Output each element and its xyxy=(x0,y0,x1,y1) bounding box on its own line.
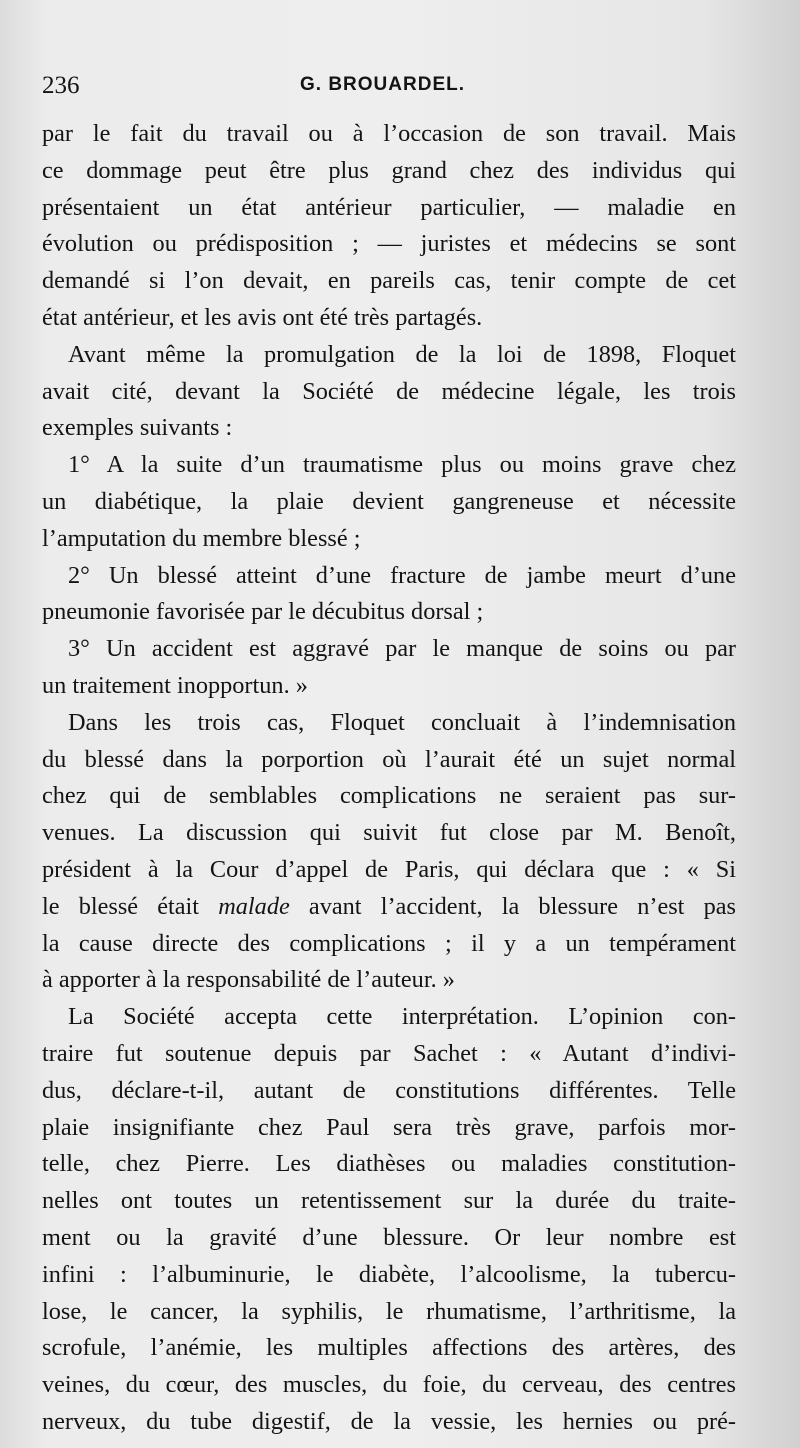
text-line: telle, chez Pierre. Les diathèses ou maladies constitution- xyxy=(42,1150,736,1178)
text-line: présentaient un état antérieur particulier, — maladie en xyxy=(42,193,736,221)
text-line: ment ou la gravité d’une blessure. Or leur nombre est xyxy=(42,1223,736,1251)
page-header xyxy=(42,72,760,104)
body-text xyxy=(42,116,736,1441)
text-line: Dans les trois cas, Floquet concluait à l’indemnisation xyxy=(68,708,736,736)
text-line: pneumonie favorisée par le décubitus dorsal ; xyxy=(42,598,484,626)
text-line: ce dommage peut être plus grand chez des individus qui xyxy=(42,156,736,184)
text-line: avait cité, devant la Société de médecine légale, les trois xyxy=(42,377,736,405)
text-line: un traitement inopportun. » xyxy=(42,671,308,699)
text-line: La Société accepta cette interprétation. L’opinion con- xyxy=(68,1003,736,1031)
text-line: 1° A la suite d’un traumatisme plus ou moins grave chez xyxy=(68,451,736,479)
text-line: venues. La discussion qui suivit fut close par M. Benoît, xyxy=(42,819,736,847)
text-line-with-italic xyxy=(42,889,736,926)
text-line: évolution ou prédisposition ; — juristes et médecins se sont xyxy=(42,230,736,258)
text-line: plaie insignifiante chez Paul sera très grave, parfois mor- xyxy=(42,1113,736,1141)
text-segment: avant l’accident, la blessure n’est pas xyxy=(289,892,736,920)
text-line: 3° Un accident est aggravé par le manque de soins ou par xyxy=(68,635,736,663)
text-line: état antérieur, et les avis ont été très partagés. xyxy=(42,303,483,331)
text-line: la cause directe des complications ; il y a un tempérament xyxy=(42,929,736,957)
text-line: veines, du cœur, des muscles, du foie, du cerveau, des centres xyxy=(42,1371,736,1399)
text-segment: le blessé était xyxy=(42,892,200,920)
text-line: nerveux, du tube digestif, de la vessie, les hernies ou pré- xyxy=(42,1407,736,1435)
text-line: chez qui de semblables complications ne seraient pas sur- xyxy=(42,782,736,810)
text-line: demandé si l’on devait, en pareils cas, tenir compte de cet xyxy=(42,267,736,295)
text-line: scrofule, l’anémie, les multiples affections des artères, des xyxy=(42,1334,736,1362)
text-line: président à la Cour d’appel de Paris, qui déclara que : « Si xyxy=(42,855,736,883)
text-line: infini : l’albuminurie, le diabète, l’alcoolisme, la tubercu- xyxy=(42,1260,736,1288)
italic-word: malade xyxy=(218,892,290,920)
text-line: un diabétique, la plaie devient gangreneuse et nécessite xyxy=(42,487,736,515)
running-head: G. BROUARDEL. xyxy=(300,74,465,95)
text-line: nelles ont toutes un retentissement sur la durée du traite- xyxy=(42,1187,736,1215)
text-line: l’amputation du membre blessé ; xyxy=(42,524,361,552)
text-line: 2° Un blessé atteint d’une fracture de jambe meurt d’une xyxy=(68,561,736,589)
page-number: 236 xyxy=(42,72,80,99)
text-line: exemples suivants : xyxy=(42,414,233,442)
text-line: par le fait du travail ou à l’occasion de son travail. Mais xyxy=(42,120,736,147)
text-line: du blessé dans la porportion où l’aurait été un sujet normal xyxy=(42,745,736,773)
text-line: dus, déclare-t-il, autant de constitutions différentes. Telle xyxy=(42,1076,736,1104)
text-line: Avant même la promulgation de la loi de 1898, Floquet xyxy=(68,340,736,368)
text-line: lose, le cancer, la syphilis, le rhumatisme, l’arthritisme, la xyxy=(42,1297,736,1325)
text-line: traire fut soutenue depuis par Sachet : « Autant d’indivi- xyxy=(42,1039,736,1067)
text-line: à apporter à la responsabilité de l’auteur. » xyxy=(42,966,455,994)
